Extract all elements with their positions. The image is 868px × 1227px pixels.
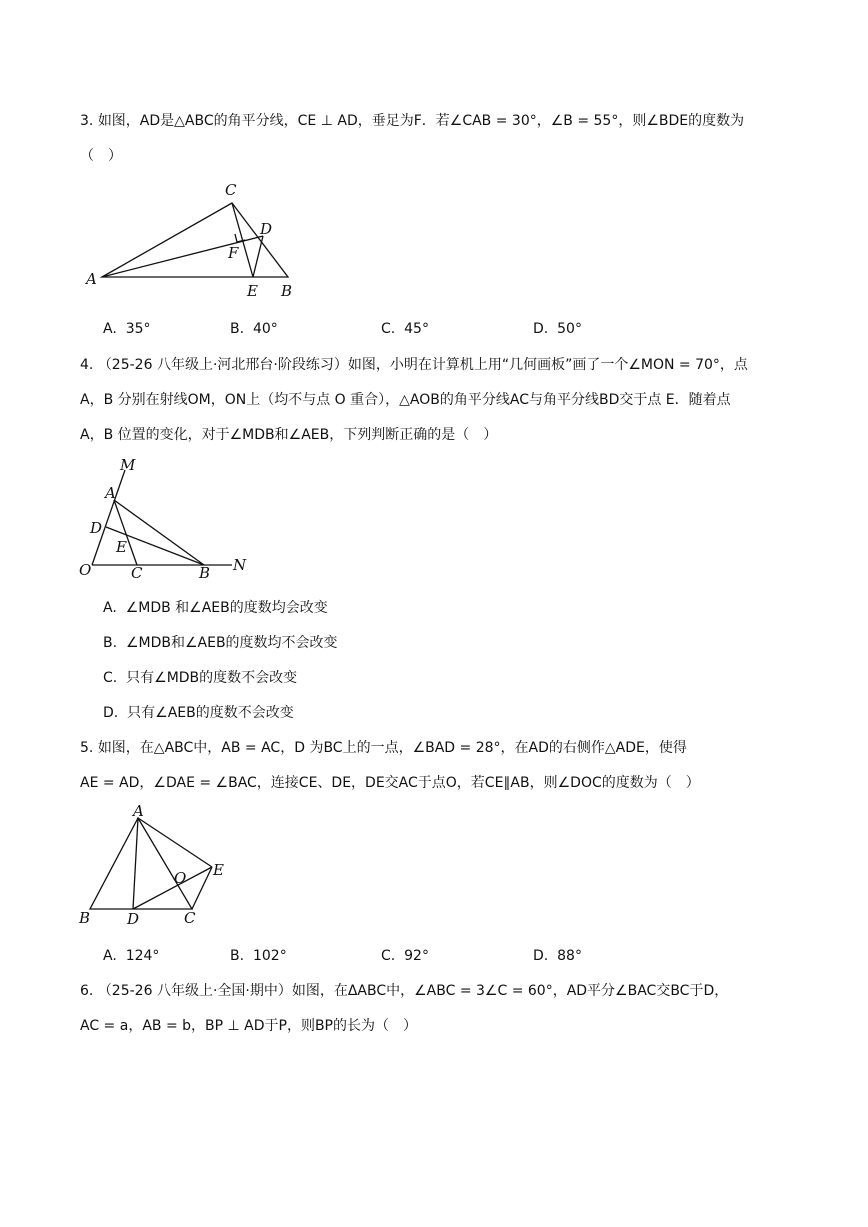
q5-triangle-figure: [75, 802, 235, 930]
q3-triangle-figure: [80, 175, 310, 305]
q4-stem-line-3: A，B 位置的变化，对于∠MDB和∠AEB，下列判断正确的是（ ）: [80, 427, 498, 443]
q4-number: 4.: [80, 357, 94, 373]
q3-option-d[interactable]: D. 50°: [533, 321, 582, 337]
q4-label-a: A: [105, 484, 116, 502]
q3-option-b[interactable]: B. 40°: [230, 321, 278, 337]
q4-label-c: C: [131, 564, 143, 582]
q3-triangle-abc: [102, 203, 288, 277]
q4-label-e: E: [116, 538, 127, 556]
q4-stem-line-2: A，B 分别在射线OM，ON上（均不与点 O 重合），△AOB的角平分线AC与角平分线BD交于点 E．随着点: [80, 392, 731, 408]
q3-options: [103, 319, 663, 339]
q5-number: 5.: [80, 740, 94, 756]
q5-options: [103, 946, 663, 966]
q4-option-c[interactable]: C. 只有∠MDB的度数不会改变: [103, 670, 298, 686]
q4-angle-figure: [75, 455, 255, 585]
q5-triangle-abc: [90, 818, 192, 909]
q5-option-a[interactable]: A. 124°: [103, 948, 160, 964]
q5-stem-line-2: AE = AD，∠DAE = ∠BAC，连接CE、DE，DE交AC于点O，若CE∥AB，则∠DOC的度数为（ ）: [80, 775, 700, 791]
q5-option-d[interactable]: D. 88°: [533, 948, 582, 964]
q6-stem-text-1: （25-26 八年级上·全国·期中）如图，在ΔABC中，∠ABC = 3∠C = 60°，AD平分∠BAC交BC于D，: [97, 983, 729, 999]
q3-number: 3.: [80, 113, 94, 129]
q5-label-a: A: [133, 802, 144, 820]
q3-label-e: E: [247, 282, 258, 300]
q3-segment-de: [253, 236, 263, 277]
q3-answer-blank: （ ）: [80, 148, 122, 164]
q4-label-n: N: [233, 556, 247, 574]
q3-option-a[interactable]: A. 35°: [103, 321, 151, 337]
q3-label-c: C: [225, 181, 237, 199]
q6-number: 6.: [80, 983, 94, 999]
q4-label-d: D: [90, 519, 103, 537]
q5-segment-de: [133, 867, 212, 909]
q5-label-b: B: [79, 909, 91, 927]
q3-label-b: B: [281, 282, 293, 300]
q4-option-b[interactable]: B. ∠MDB和∠AEB的度数均不会改变: [103, 635, 338, 651]
q4-label-b: B: [199, 564, 211, 582]
q4-option-d[interactable]: D. 只有∠AEB的度数不会改变: [103, 705, 294, 721]
q5-segment-ce: [192, 867, 212, 909]
q5-segment-ae: [138, 818, 212, 867]
q6-stem-line-2: AC = a，AB = b，BP ⊥ AD于P，则BP的长为（ ）: [80, 1018, 418, 1034]
q4-option-a[interactable]: A. ∠MDB 和∠AEB的度数均会改变: [103, 600, 328, 616]
q5-label-c: C: [184, 909, 196, 927]
q3-label-a: A: [86, 270, 97, 288]
q4-segment-ab: [114, 500, 204, 565]
q5-option-c[interactable]: C. 92°: [381, 948, 429, 964]
q3-label-d: D: [260, 220, 273, 238]
q6-stem-line-1: [80, 981, 728, 1001]
q5-stem-line-1: [80, 738, 687, 758]
q4-label-m: M: [120, 456, 136, 474]
q4-stem-line-1: [80, 355, 748, 375]
q5-option-b[interactable]: B. 102°: [230, 948, 287, 964]
q3-stem-text-1: 如图，AD是△ABC的角平分线，CE ⊥ AD，垂足为F．若∠CAB = 30°，∠B = 55°，则∠BDE的度数为: [97, 113, 745, 129]
q3-right-angle-mark: [235, 234, 245, 242]
q3-stem-line-1: [80, 111, 744, 131]
q3-label-f: F: [228, 244, 239, 262]
q5-stem-text-1: 如图，在△ABC中，AB = AC，D 为BC上的一点，∠BAD = 28°，在AD的右侧作△ADE，使得: [97, 740, 687, 756]
q5-label-o: O: [174, 869, 187, 887]
q5-label-e: E: [213, 861, 224, 879]
q4-label-o: O: [79, 561, 92, 579]
q5-segment-ad: [133, 818, 138, 909]
q5-label-d: D: [127, 910, 140, 928]
q3-option-c[interactable]: C. 45°: [381, 321, 429, 337]
q4-stem-text-1: （25-26 八年级上·河北邢台·阶段练习）如图，小明在计算机上用“几何画板”画了一个∠MON = 70°，点: [97, 357, 748, 373]
